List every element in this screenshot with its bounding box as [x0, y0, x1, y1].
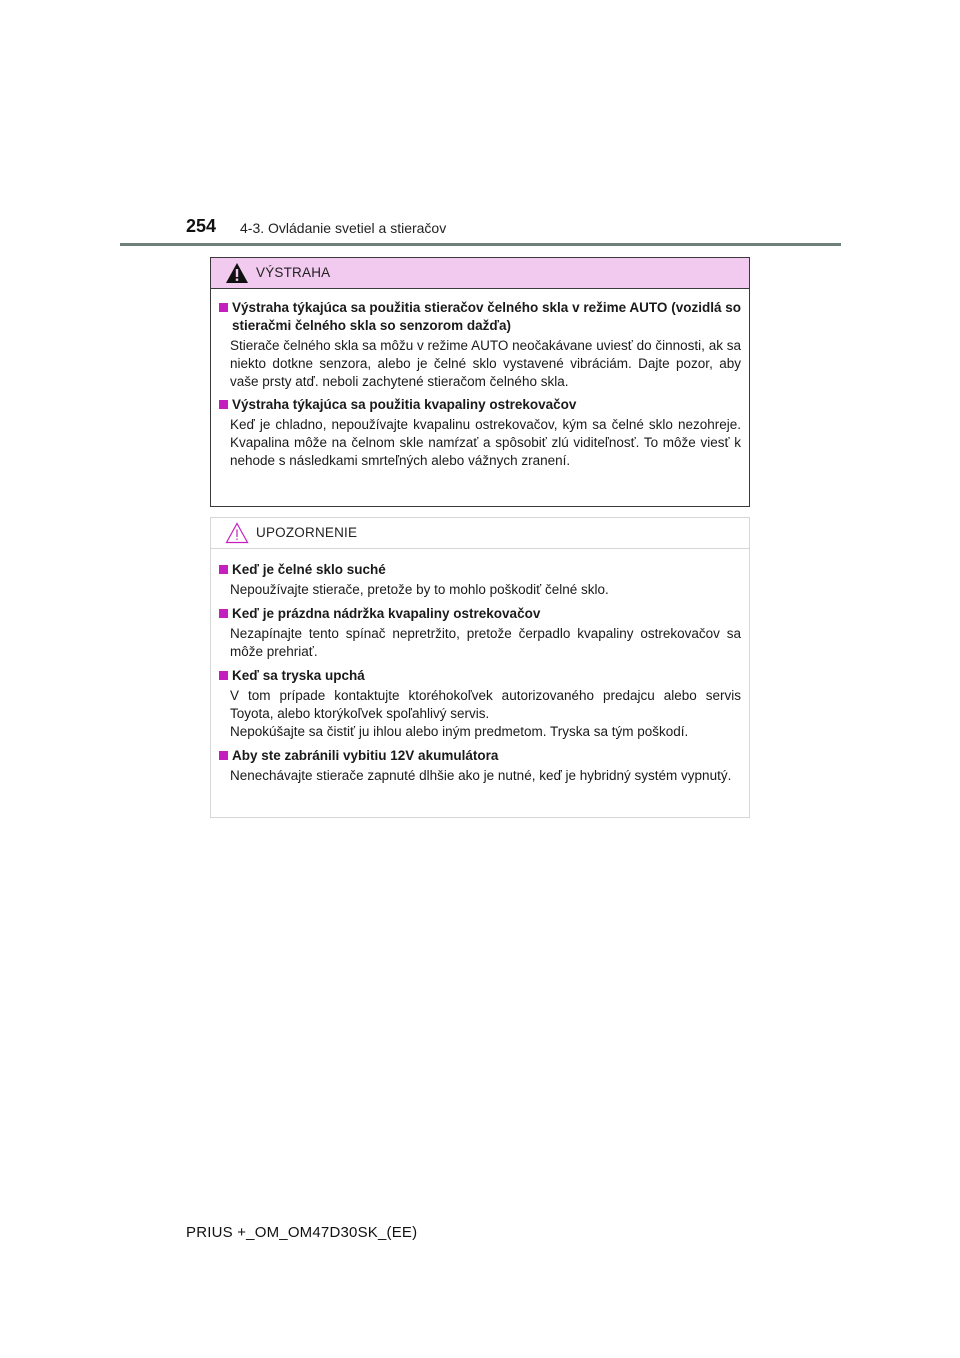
caution-item	[218, 747, 741, 785]
bullet-square-icon	[219, 609, 228, 618]
bullet-square-icon	[219, 671, 228, 680]
caution-item-text-2: Nepokúšajte sa čistiť ju ihlou alebo iným predmetom. Tryska sa tým poškodí.	[230, 724, 689, 739]
bullet-square-icon	[219, 751, 228, 760]
caution-body	[211, 549, 749, 785]
warning-item-title: Výstraha týkajúca sa použitia kvapaliny ostrekovačov	[232, 397, 577, 412]
caution-item-title: Keď je prázdna nádržka kvapaliny ostrekovačov	[232, 606, 541, 621]
header-rule	[120, 243, 841, 246]
caution-item-title: Aby ste zabránili vybitiu 12V akumulátora	[232, 748, 499, 763]
page-number: 254	[186, 216, 217, 236]
caution-triangle-icon	[225, 522, 249, 544]
warning-item-heading	[218, 299, 741, 335]
warning-item	[218, 299, 741, 391]
page-header	[186, 216, 806, 240]
warning-item-title: Výstraha týkajúca sa použitia stieračov čelného skla v režime AUTO (vozidlá so stieračmi čelného skla so senzorom dažďa)	[232, 300, 741, 333]
caution-item	[218, 667, 741, 741]
caution-item-text: Nezapínajte tento spínač nepretržito, pretože čerpadlo kvapaliny ostrekovačov sa môže prehriať.	[230, 626, 741, 659]
warning-title: VÝSTRAHA	[256, 265, 331, 280]
caution-item-text: Nenechávajte stierače zapnuté dlhšie ako je nutné, keď je hybridný systém vypnutý.	[230, 768, 732, 783]
caution-item	[218, 605, 741, 661]
caution-title: UPOZORNENIE	[256, 525, 358, 540]
caution-item-heading	[218, 667, 741, 685]
section-title: 4-3. Ovládanie svetiel a stieračov	[240, 220, 447, 236]
warning-item-text: Stierače čelného skla sa môžu v režime AUTO neočakávane uviesť do činnosti, ak sa niekto dotkne senzora, alebo je čelné sklo vystavené vibráciám. Dajte pozor, aby vaše prsty atď. neboli zachytené stieračom čelného skla.	[230, 338, 741, 389]
document-id: PRIUS +_OM_OM47D30SK_(EE)	[186, 1224, 418, 1241]
caution-item-title: Keď sa tryska upchá	[232, 668, 365, 683]
warning-triangle-icon	[225, 262, 249, 284]
caution-item	[218, 561, 741, 599]
caution-item-heading	[218, 561, 741, 579]
caution-box	[210, 517, 750, 818]
caution-item-heading	[218, 605, 741, 623]
bullet-square-icon	[219, 400, 228, 409]
caution-header	[211, 518, 749, 549]
caution-item-text: Nepoužívajte stierače, pretože by to mohlo poškodiť čelné sklo.	[230, 582, 609, 597]
bullet-square-icon	[219, 303, 228, 312]
warning-item	[218, 396, 741, 470]
bullet-square-icon	[219, 565, 228, 574]
warning-body	[211, 289, 749, 470]
warning-header	[211, 258, 749, 289]
caution-item-title: Keď je čelné sklo suché	[232, 562, 386, 577]
warning-box	[210, 257, 750, 507]
warning-item-heading	[218, 396, 741, 414]
caution-item-heading	[218, 747, 741, 765]
caution-item-text: V tom prípade kontaktujte ktoréhokoľvek autorizovaného predajcu alebo servis Toyota, alebo ktorýkoľvek spoľahlivý servis.	[230, 688, 741, 721]
warning-item-text: Keď je chladno, nepoužívajte kvapalinu ostrekovačov, kým sa čelné sklo nezohreje. Kvapalina môže na čelnom skle namŕzať a spôsobiť zlú viditeľnosť. To môže viesť k nehode s následkami smrteľných alebo vážnych zranení.	[230, 417, 741, 468]
